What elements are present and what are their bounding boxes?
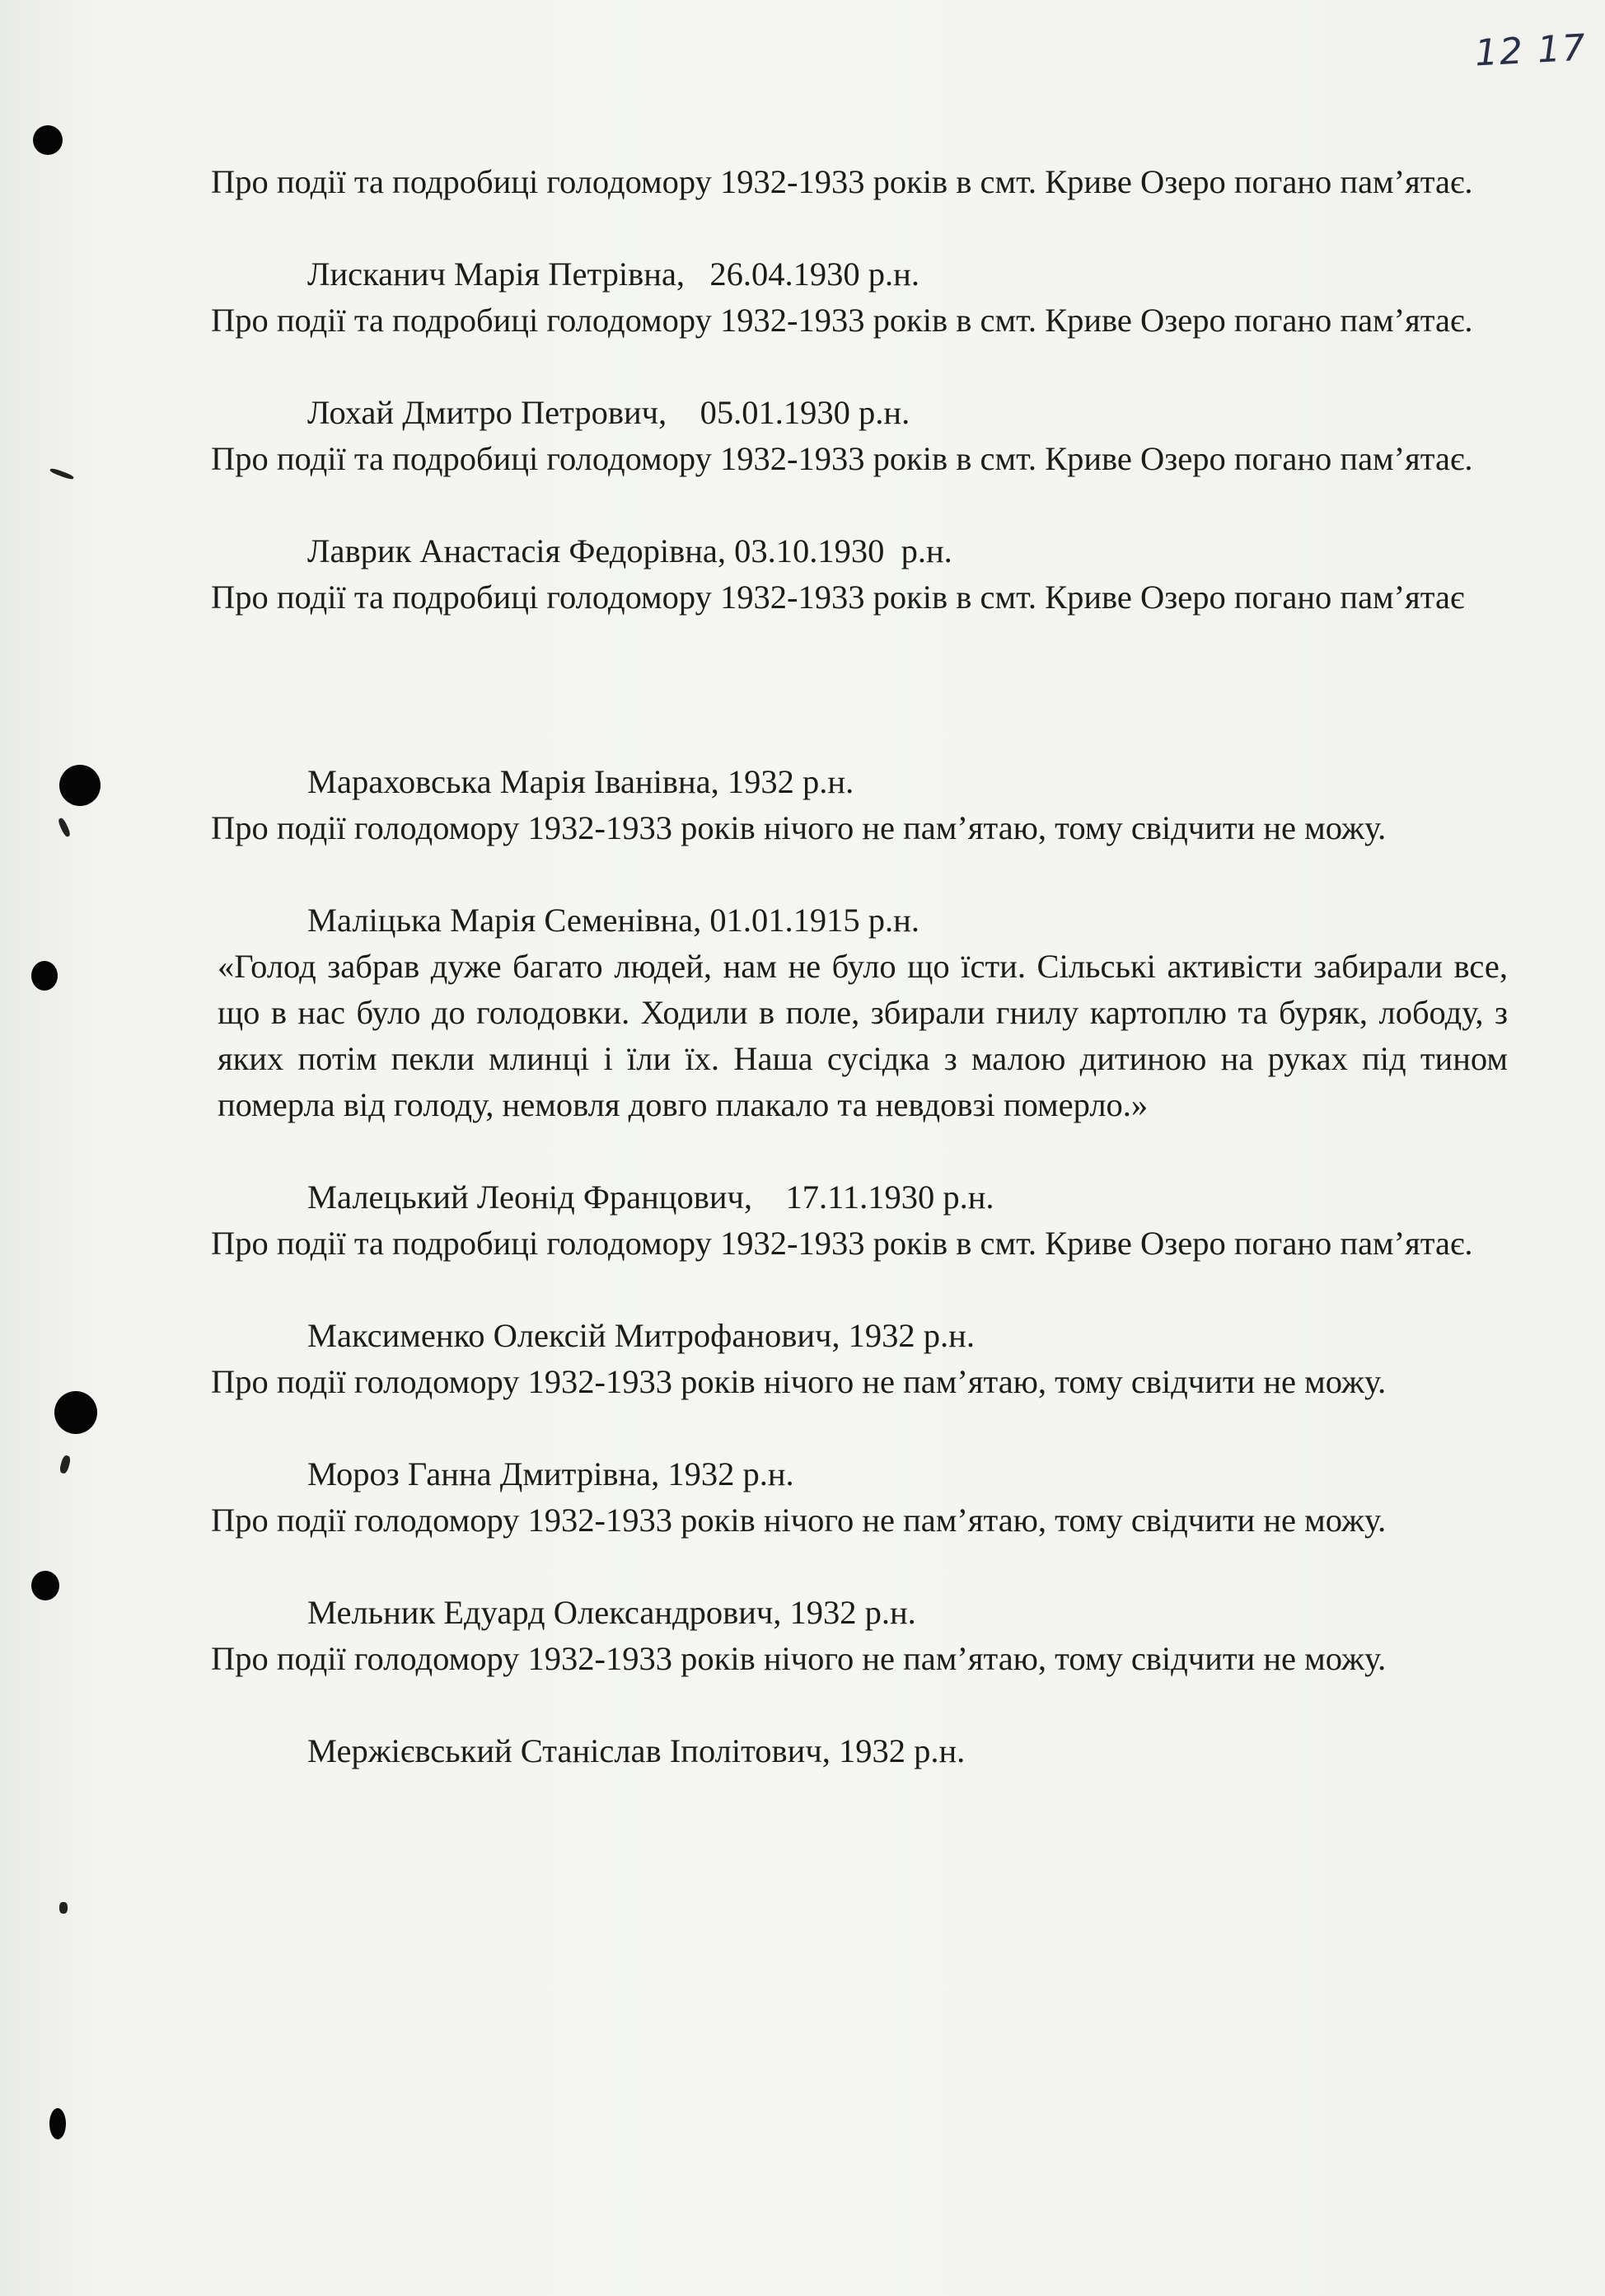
edge-speck-2 — [57, 817, 71, 837]
testimony-entry — [211, 1451, 1508, 1544]
punch-hole-3 — [31, 961, 58, 991]
edge-speck-4 — [59, 1902, 68, 1914]
testimony-text: Про події та подробиці голодомору 1932-1933 років в смт. Криве Озеро погано пам’ятає — [211, 579, 1465, 616]
witness-name: Мороз Ганна Дмитрівна, 1932 р.н. — [307, 1455, 794, 1492]
testimony-entry — [211, 1174, 1508, 1267]
testimony-quote: «Голод забрав дуже багато людей, нам не було що їсти. Сільські активісти забирали все, що в нас було до голодовки. Ходили в поле, збирали гнилу картоплю та буряк, лободу, з яких потім пекли млинці і їли їх. Наша сусідка з малою дитиною на руках під тином померла від голоду, немовля довго плакало та невдовзі померло.» — [218, 948, 1508, 1123]
testimony-text: Про події голодомору 1932-1933 років нічого не пам’ятаю, тому свідчити не можу. — [211, 1502, 1387, 1539]
witness-name: Максименко Олексій Митрофанович, 1932 р.н. — [307, 1317, 975, 1354]
witness-name: Мельник Едуард Олександрович, 1932 р.н. — [307, 1594, 916, 1631]
testimony-text: Про події та подробиці голодомору 1932-1933 років в смт. Криве Озеро погано пам’ятає. — [211, 1225, 1473, 1262]
witness-name: Лисканич Марія Петрівна, 26.04.1930 р.н. — [307, 255, 919, 293]
intro-paragraph — [211, 159, 1508, 205]
punch-hole-1 — [33, 125, 63, 155]
witness-name: Мержієвський Станіслав Іполітович, 1932 р.н. — [307, 1732, 966, 1769]
testimony-text: Про події голодомору 1932-1933 років нічого не пам’ятаю, тому свідчити не можу. — [211, 1363, 1387, 1400]
punch-hole-5 — [31, 1571, 59, 1600]
testimony-text: Про події та подробиці голодомору 1932-1933 років в смт. Криве Озеро погано пам’ятає. — [211, 440, 1473, 477]
edge-speck-3 — [58, 1455, 71, 1474]
testimony-entry — [211, 759, 1508, 851]
witness-name: Лохай Дмитро Петрович, 05.01.1930 р.н. — [307, 394, 910, 431]
testimony-entry — [211, 251, 1508, 344]
punch-hole-2 — [59, 765, 101, 806]
edge-speck-1 — [49, 467, 74, 480]
witness-name: Мараховська Марія Іванівна, 1932 р.н. — [307, 763, 854, 800]
handwritten-page-number: 12 17 — [1473, 26, 1589, 75]
testimony-entry — [211, 897, 1508, 1128]
punch-hole-6 — [49, 2108, 66, 2139]
paragraph-text: Про події та подробиці голодомору 1932-1933 років в смт. Криве Озеро погано пам’ятає. — [211, 163, 1473, 200]
witness-name: Малецький Леонід Францович, 17.11.1930 р.н. — [307, 1178, 994, 1216]
witness-name: Маліцька Марія Семенівна, 01.01.1915 р.н. — [307, 902, 919, 939]
testimony-text: Про події та подробиці голодомору 1932-1933 років в смт. Криве Озеро погано пам’ятає. — [211, 302, 1473, 339]
testimony-entry — [211, 528, 1508, 621]
document-text — [211, 159, 1508, 1820]
punch-hole-4 — [54, 1391, 97, 1434]
testimony-text: Про події голодомору 1932-1933 років нічого не пам’ятаю, тому свідчити не можу. — [211, 809, 1387, 846]
testimony-text: Про події голодомору 1932-1933 років нічого не пам’ятаю, тому свідчити не можу. — [211, 1640, 1387, 1677]
testimony-entry — [211, 1728, 1508, 1774]
witness-name: Лаврик Анастасія Федорівна, 03.10.1930 р.н. — [307, 532, 952, 569]
testimony-entry — [211, 1590, 1508, 1682]
testimony-entry — [211, 390, 1508, 482]
testimony-entry — [211, 1313, 1508, 1405]
